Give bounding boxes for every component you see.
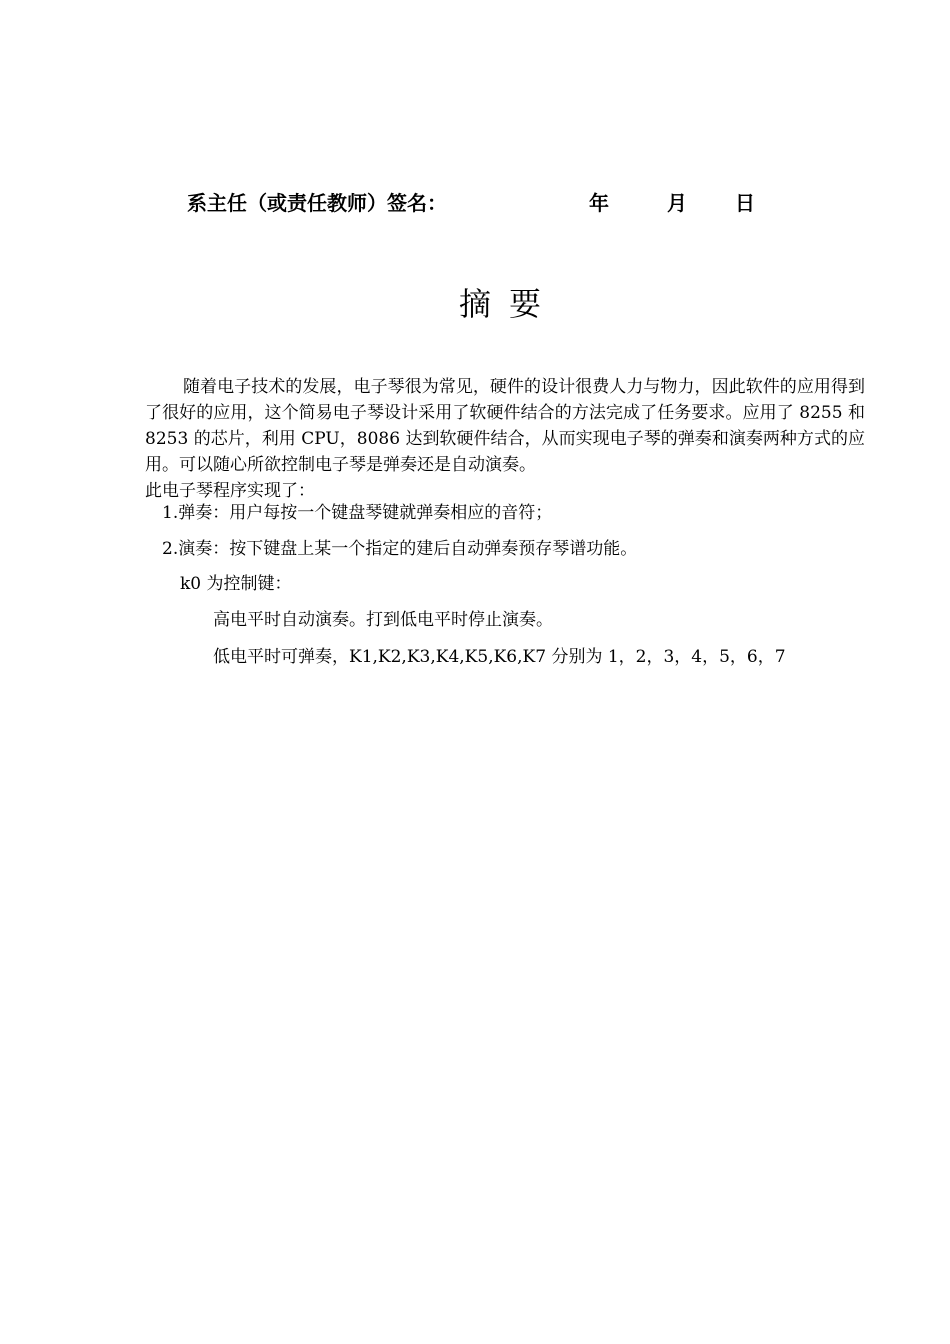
control-key-heading: k0 为控制键： <box>180 574 292 594</box>
control-key-low-level: 低电平时可弹奏，K1,K2,K3,K4,K5,K6,K7 分别为 1，2，3，4，5，6，7 <box>213 647 786 667</box>
signature-year-label: 年 <box>589 191 609 215</box>
signature-month-label: 月 <box>667 191 687 215</box>
abstract-title-char-1: 摘 <box>458 285 491 323</box>
abstract-title-char-2: 要 <box>509 285 542 323</box>
signature-day-label: 日 <box>735 191 755 215</box>
abstract-body <box>145 374 865 504</box>
abstract-title <box>0 282 950 326</box>
feature-item-play: 1.弹奏：用户每按一个键盘琴键就弹奏相应的音符； <box>162 503 553 523</box>
signature-label: 系主任（或责任教师）签名： <box>187 191 447 215</box>
signature-line <box>0 187 950 219</box>
abstract-paragraph: 随着电子技术的发展，电子琴很为常见，硬件的设计很费人力与物力，因此软件的应用得到了很好的应用，这个简易电子琴设计采用了软硬件结合的方法完成了任务要求。应用了 8255 和 8253 的芯片，利用 CPU，8086 达到软硬件结合，从而实现电子琴的弹奏和演奏两种方式的应用。可以随心所欲控制电子琴是弹奏还是自动演奏。 <box>145 377 865 475</box>
abstract-intro-line: 此电子琴程序实现了： <box>145 481 315 501</box>
control-key-high-level: 高电平时自动演奏。打到低电平时停止演奏。 <box>213 610 553 630</box>
feature-item-perform: 2.演奏：按下键盘上某一个指定的建后自动弹奏预存琴谱功能。 <box>162 539 638 559</box>
